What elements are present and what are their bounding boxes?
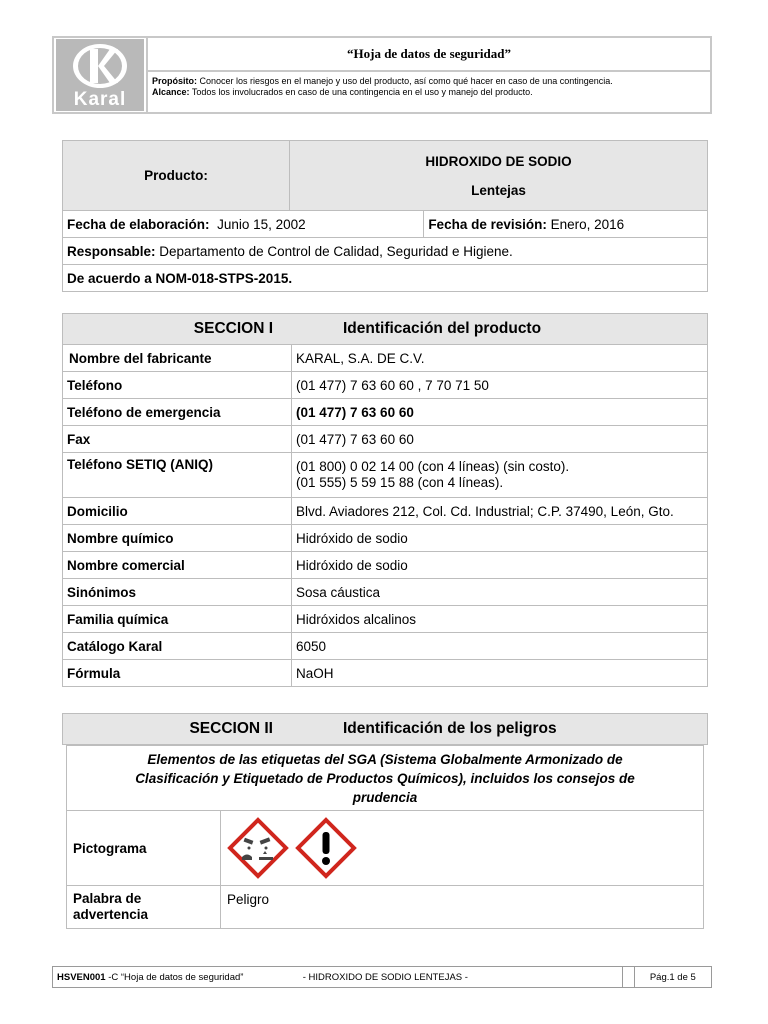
document-header	[52, 36, 712, 114]
table-row	[63, 498, 708, 525]
footer-page: Pág.1 de 5	[634, 967, 711, 988]
document-footer	[52, 966, 712, 988]
row-value: Hidróxidos alcalinos	[292, 606, 708, 633]
elaboration-date	[63, 211, 424, 238]
row-label: Teléfono de emergencia	[63, 399, 292, 426]
row-value: (01 477) 7 63 60 60	[292, 426, 708, 453]
product-name-line2: Lentejas	[471, 182, 526, 198]
footer-code: HSVEN001	[57, 971, 106, 983]
section-2-heading	[62, 713, 708, 745]
scope-text: Todos los involucrados en caso de una contingencia en el uso y manejo del producto.	[191, 87, 533, 97]
footer-code-suffix: -C “Hoja de datos de seguridad”	[108, 971, 244, 983]
row-value: KARAL, S.A. DE C.V.	[292, 345, 708, 372]
section-1-title: Identificación del producto	[343, 320, 542, 337]
section-1-table	[62, 313, 708, 687]
ghs-elements-line3: prudencia	[352, 789, 418, 805]
section-1-number: SECCION I	[193, 320, 273, 337]
product-table	[62, 140, 708, 292]
responsible-value: Departamento de Control de Calidad, Seguridad e Higiene.	[159, 243, 513, 259]
norm-reference: De acuerdo a NOM-018-STPS-2015.	[63, 265, 708, 292]
table-row	[63, 453, 708, 498]
section-1-heading	[63, 314, 708, 345]
row-value	[292, 453, 708, 498]
product-name-line1: HIDROXIDO DE SODIO	[425, 153, 572, 169]
row-value: Hidróxido de sodio	[292, 552, 708, 579]
purpose-scope	[147, 71, 711, 113]
row-label: Nombre comercial	[63, 552, 292, 579]
warning-word-label	[67, 886, 221, 929]
karal-logo	[56, 39, 144, 111]
row-label: Nombre químico	[63, 525, 292, 552]
table-row	[63, 399, 708, 426]
row-value-line1: (01 800) 0 02 14 00 (con 4 líneas) (sin costo).	[296, 459, 570, 474]
row-label: Fax	[63, 426, 292, 453]
row-value: (01 477) 7 63 60 60 , 7 70 71 50	[292, 372, 708, 399]
row-value: (01 477) 7 63 60 60	[292, 399, 708, 426]
warning-word-value: Peligro	[221, 886, 704, 929]
table-row	[63, 345, 708, 372]
section-2-title: Identificación de los peligros	[343, 720, 557, 737]
elaboration-label: Fecha de elaboración:	[67, 216, 210, 232]
logo-cell	[53, 37, 147, 113]
row-value: Sosa cáustica	[292, 579, 708, 606]
responsible	[63, 238, 708, 265]
purpose-text: Conocer los riesgos en el manejo y uso del producto, así como qué hacer en caso de una contingencia.	[199, 76, 613, 86]
table-row	[63, 372, 708, 399]
row-value: NaOH	[292, 660, 708, 687]
elaboration-value: Junio 15, 2002	[217, 216, 306, 232]
pictograms-cell	[221, 811, 704, 886]
table-row	[63, 552, 708, 579]
table-row	[63, 633, 708, 660]
ghs-elements-heading	[67, 746, 704, 811]
row-label: Nombre del fabricante	[63, 345, 292, 372]
scope-label: Alcance:	[152, 87, 190, 97]
warning-word-label-line2: advertencia	[73, 907, 149, 922]
row-label: Familia química	[63, 606, 292, 633]
corrosion-icon	[227, 817, 289, 879]
row-label: Teléfono	[63, 372, 292, 399]
table-row	[63, 579, 708, 606]
purpose-label: Propósito:	[152, 76, 197, 86]
product-label: Producto:	[63, 141, 290, 211]
row-value: 6050	[292, 633, 708, 660]
product-name	[290, 141, 708, 211]
table-row	[63, 660, 708, 687]
pictogram-label: Pictograma	[67, 811, 221, 886]
row-label: Domicilio	[63, 498, 292, 525]
section-2-table	[66, 745, 704, 929]
row-label: Teléfono SETIQ (ANIQ)	[63, 453, 292, 498]
row-value: Hidróxido de sodio	[292, 525, 708, 552]
warning-word-label-line1: Palabra de	[73, 891, 142, 906]
row-label: Fórmula	[63, 660, 292, 687]
ghs-elements-line2: Clasificación y Etiquetado de Productos Químicos), incluidos los consejos de	[135, 770, 635, 786]
document-title: “Hoja de datos de seguridad”	[147, 37, 711, 71]
revision-date	[424, 211, 708, 238]
row-label: Sinónimos	[63, 579, 292, 606]
exclamation-mark-icon	[295, 817, 357, 879]
row-value-line2: (01 555) 5 59 15 88 (con 4 líneas).	[296, 475, 504, 490]
responsible-label: Responsable:	[67, 243, 156, 259]
table-row	[63, 525, 708, 552]
row-value: Blvd. Aviadores 212, Col. Cd. Industrial; C.P. 37490, León, Gto.	[292, 498, 708, 525]
table-row	[63, 606, 708, 633]
revision-label: Fecha de revisión:	[428, 216, 547, 232]
table-row	[63, 426, 708, 453]
logo-text: Karal	[73, 89, 127, 110]
footer-center: - HIDROXIDO DE SODIO LENTEJAS -	[302, 971, 468, 983]
revision-value: Enero, 2016	[550, 216, 625, 232]
section-2-number: SECCION II	[189, 720, 273, 737]
ghs-elements-line1: Elementos de las etiquetas del SGA (Sistema Globalmente Armonizado de	[147, 751, 623, 767]
row-label: Catálogo Karal	[63, 633, 292, 660]
footer-left	[53, 967, 623, 988]
